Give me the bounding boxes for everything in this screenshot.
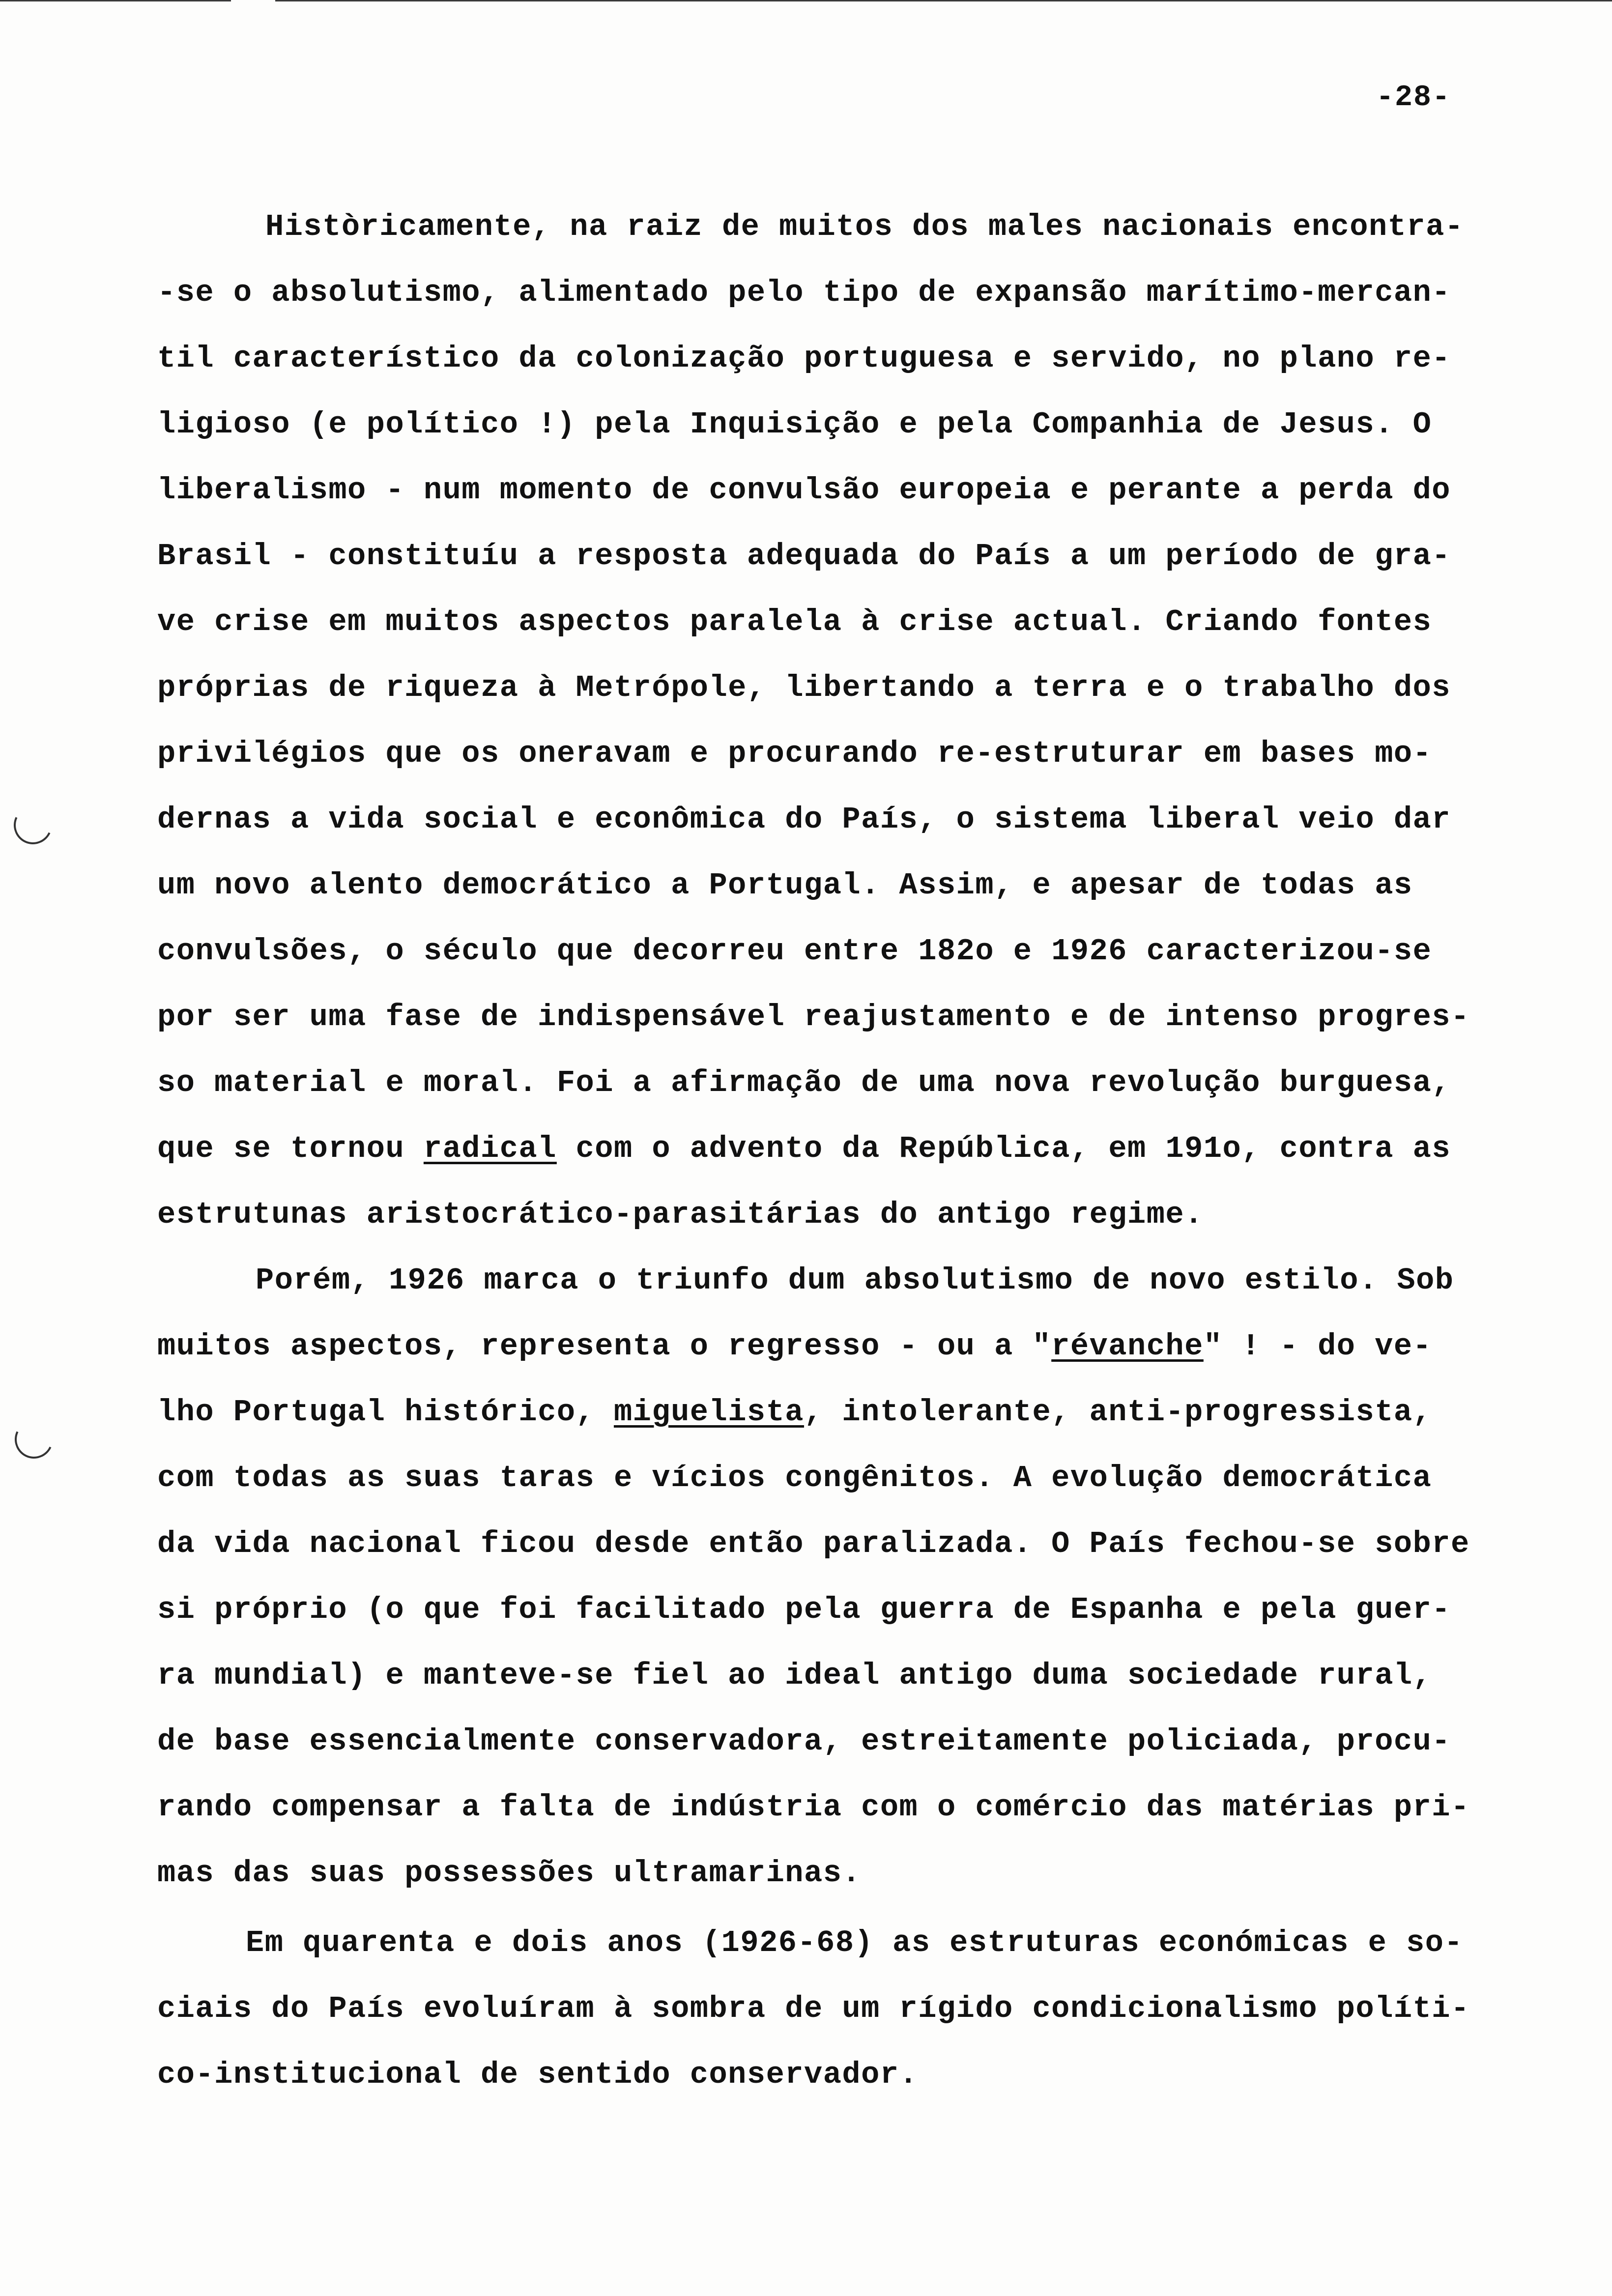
scan-top-edge [0,0,1612,5]
text-line [157,1379,1533,1445]
underlined-word: radical [423,1131,557,1166]
text-line: liberalismo - num momento de convulsão europeia e perante a perda do [157,473,1451,508]
text-line [157,1116,1533,1182]
typed-body-text [157,194,1533,2108]
text-segment: que se tornou [157,1131,424,1166]
text-segment: com o advento da República, em 191o, contra as [556,1131,1451,1166]
text-line: Porém, 1926 marca o triunfo dum absolutismo de novo estilo. Sob [256,1263,1454,1298]
text-line: com todas as suas taras e vícios congênitos. A evolução democrática [157,1461,1432,1495]
text-line: próprias de riqueza à Metrópole, libertando a terra e o trabalho dos [157,670,1451,705]
text-segment: muitos aspectos, representa o regresso - ou a " [157,1329,1052,1364]
text-line: um novo alento democrático a Portugal. Assim, e apesar de todas as [157,868,1413,903]
binding-hole-mark [8,801,58,850]
text-line: estrutunas aristocrático-parasitárias do antigo regime. [157,1197,1204,1232]
text-line [157,1314,1533,1379]
text-line: so material e moral. Foi a afirmação de uma nova revolução burguesa, [157,1065,1451,1100]
text-segment: , intolerante, anti-progressista, [804,1395,1432,1430]
underlined-word: révanche [1051,1329,1204,1364]
text-line: Brasil - constituíu a resposta adequada do País a um período de gra- [157,539,1451,574]
text-line: por ser uma fase de indispensável reajustamento e de intenso progres- [157,1000,1470,1034]
text-line: si próprio (o que foi facilitado pela guerra de Espanha e pela guer- [157,1592,1451,1627]
text-line: ve crise em muitos aspectos paralela à crise actual. Criando fontes [157,604,1432,639]
text-line: ra mundial) e manteve-se fiel ao ideal antigo duma sociedade rural, [157,1658,1432,1693]
text-line: Històricamente, na raiz de muitos dos males nacionais encontra- [265,209,1464,244]
text-line: -se o absolutismo, alimentado pelo tipo de expansão marítimo-mercan- [157,275,1451,310]
text-segment: lho Portugal histórico, [157,1395,614,1430]
page-number: -28- [1376,81,1451,115]
text-line: da vida nacional ficou desde então paralizada. O País fechou-se sobre [157,1526,1470,1561]
underlined-word: miguelista [613,1395,805,1430]
text-line: ligioso (e político !) pela Inquisição e pela Companhia de Jesus. O [157,407,1432,442]
text-line: privilégios que os oneravam e procurando re-estruturar em bases mo- [157,736,1432,771]
text-line: ciais do País evoluíram à sombra de um rígido condicionalismo políti- [157,1991,1470,2026]
text-line: til característico da colonização portuguesa e servido, no plano re- [157,341,1451,376]
text-segment: " ! - do ve- [1203,1329,1432,1364]
text-line: mas das suas possessões ultramarinas. [157,1856,862,1891]
text-line: dernas a vida social e econômica do País, o sistema liberal veio dar [157,802,1451,837]
text-line: Em quarenta e dois anos (1926-68) as estruturas económicas e so- [246,1925,1464,1960]
binding-hole-mark [9,1415,58,1464]
text-line: rando compensar a falta de indústria com o comércio das matérias pri- [157,1790,1470,1825]
text-line: convulsões, o século que decorreu entre 182o e 1926 caracterizou-se [157,934,1432,969]
text-line: co-institucional de sentido conservador. [157,2057,919,2092]
text-line: de base essencialmente conservadora, estreitamente policiada, procu- [157,1724,1451,1759]
